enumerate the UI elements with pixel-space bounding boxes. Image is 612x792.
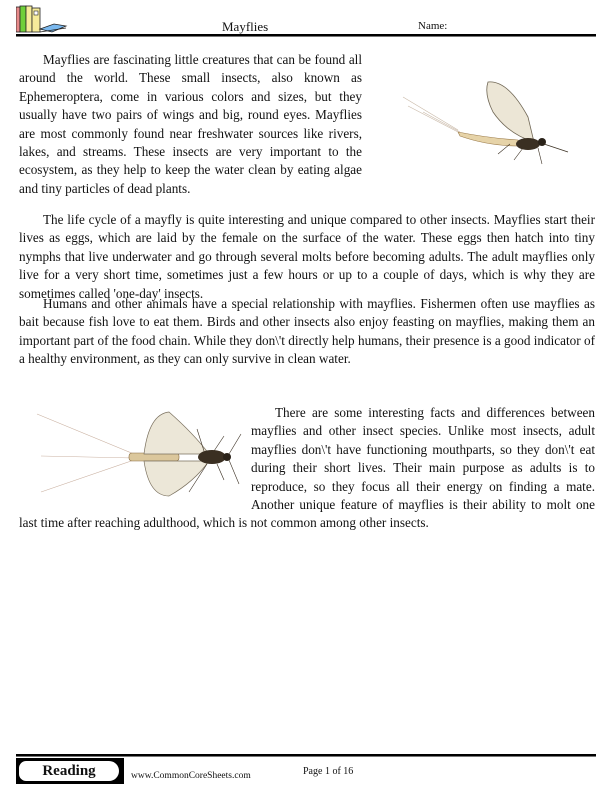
footer-divider <box>16 754 596 757</box>
page-indicator: Page 1 of 16 <box>303 766 354 777</box>
paragraph-intro <box>19 51 362 198</box>
paragraph-life-cycle <box>19 211 595 303</box>
mayfly-side-view-image <box>398 72 580 172</box>
paragraph-text: There are some interesting facts and differences between mayflies and other insect species. Unlike most insects, adult mayflies don\'t have functioning mouthparts, so they don\'t eat during their short lives. Their main purpose as adults is to reproduce, so they focus all their energy on finding a mate. Another unique feature of mayflies is their ability to molt one last time after reaching adulthood, which is not common among other insects. <box>19 405 595 531</box>
paragraph-text: The life cycle of a mayfly is quite interesting and unique compared to other insects. Mayflies start their lives as eggs, which are laid by the female on the surface of the water. These eggs then hatch into tiny nymphs that live underwater and go through several molts before becoming adults. The adult mayflies only live for a very short time, sometimes just a few hours or up to a couple of days, which is why they are sometimes called 'one-day' insects. <box>19 212 595 301</box>
worksheet-header <box>16 0 596 36</box>
paragraph-facts <box>19 404 595 533</box>
paragraph-text: Mayflies are fascinating little creatures that can be found all around the world. These small insects, also known as Ephemeroptera, come in various colors and sizes, but they usually have two pairs of wings and big, round eyes. Mayflies are most commonly found near freshwater sources like rivers, lakes, and streams. These insects are very important to the ecosystem, as they help to keep the water clean by eating algae and tiny particles of dead plants. <box>19 52 362 196</box>
subject-badge-label: Reading <box>19 761 119 781</box>
header-divider <box>16 34 596 37</box>
website-link[interactable]: www.CommonCoreSheets.com <box>131 771 251 781</box>
mayfly-top-view-image <box>19 404 249 504</box>
worksheet-title: Mayflies <box>222 19 269 34</box>
name-field-label: Name: <box>418 20 448 32</box>
paragraph-text: Humans and other animals have a special relationship with mayflies. Fishermen often use mayflies as bait because fish love to eat them. Birds and other insects also enjoy feasting on mayflies, making them an important part of the food chain. While they don\'t directly help humans, their presence is a good indicator of a healthy environment, as they can only survive in clean water. <box>19 296 595 367</box>
paragraph-relationship <box>19 295 595 369</box>
subject-badge <box>16 758 124 784</box>
books-icon <box>16 4 76 34</box>
